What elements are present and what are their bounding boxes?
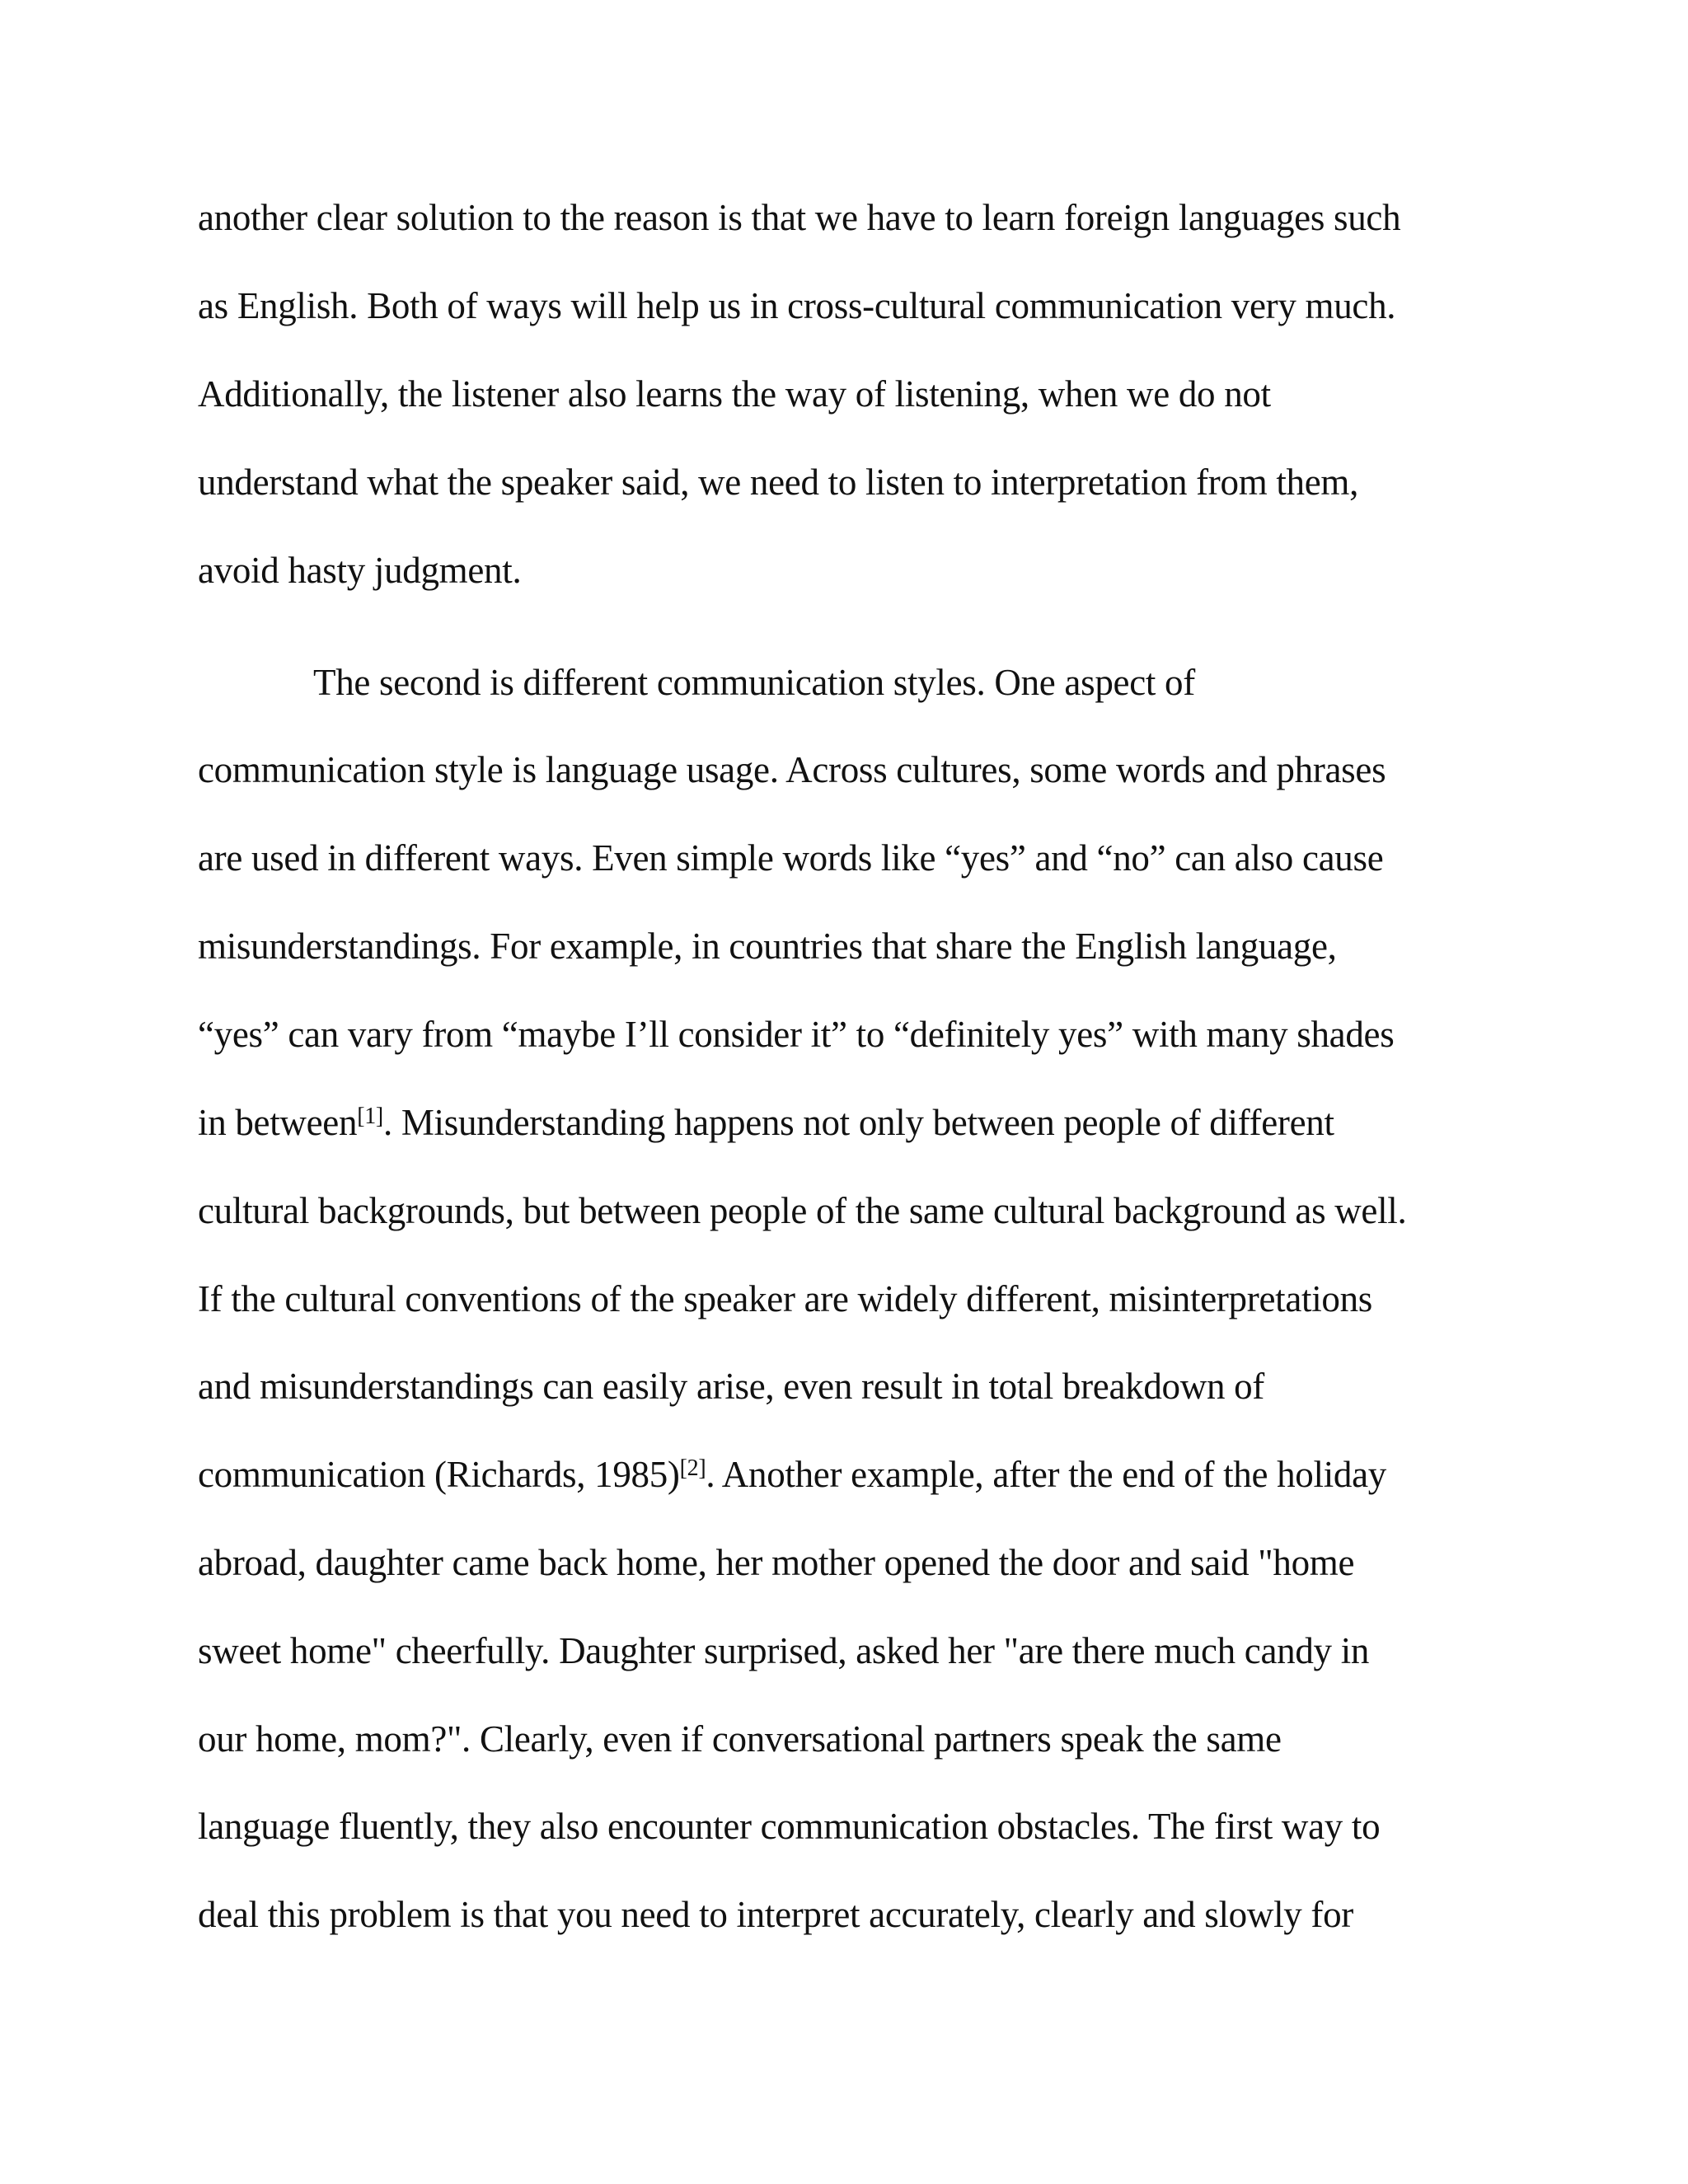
line-6-text-before: in between (198, 1102, 358, 1143)
paragraph-1-line-1: another clear solution to the reason is that we have to learn foreign languages such (198, 197, 1401, 238)
line-10-text-before: communication (Richards, 1985) (198, 1454, 680, 1495)
paragraph-2-line-4: misunderstandings. For example, in countries that share the English language, (198, 926, 1337, 967)
line-6-text-after: . Misunderstanding happens not only between people of different (382, 1102, 1334, 1143)
reference-1: [1] (357, 1104, 383, 1129)
paragraph-2-line-11: abroad, daughter came back home, her mother opened the door and said "home (198, 1542, 1355, 1583)
paragraph-2-line-5: “yes” can vary from “maybe I’ll consider it” to “definitely yes” with many shades (198, 1014, 1395, 1055)
paragraph-1-line-3: Additionally, the listener also learns the way of listening, when we do not (198, 373, 1271, 415)
paragraph-2-line-12: sweet home" cheerfully. Daughter surprised, asked her "are there much candy in (198, 1630, 1370, 1671)
paragraph-2-line-6 (198, 1104, 1334, 1141)
reference-2: [2] (679, 1455, 706, 1481)
paragraph-2-line-10 (198, 1456, 1386, 1493)
paragraph-2-line-15: deal this problem is that you need to interpret accurately, clearly and slowly for (198, 1894, 1353, 1935)
paragraph-1-line-2: as English. Both of ways will help us in cross-cultural communication very much. (198, 285, 1396, 326)
paragraph-2-line-3: are used in different ways. Even simple words like “yes” and “no” can also cause (198, 837, 1384, 879)
paragraph-1-line-4: understand what the speaker said, we need to listen to interpretation from them, (198, 462, 1359, 503)
paragraph-2-line-2: communication style is language usage. Across cultures, some words and phrases (198, 749, 1386, 790)
line-10-text-after: . Another example, after the end of the holiday (706, 1454, 1386, 1495)
paragraph-2-line-8: If the cultural conventions of the speaker are widely different, misinterpretations (198, 1278, 1373, 1319)
paragraph-2-line-9: and misunderstandings can easily arise, even result in total breakdown of (198, 1366, 1264, 1407)
paragraph-2-line-14: language fluently, they also encounter communication obstacles. The first way to (198, 1806, 1381, 1847)
paragraph-2-line-13: our home, mom?". Clearly, even if conversational partners speak the same (198, 1718, 1282, 1760)
paragraph-2-line-7: cultural backgrounds, but between people of the same cultural background as well. (198, 1190, 1407, 1231)
paragraph-2-line-1: The second is different communication styles. One aspect of (313, 662, 1195, 703)
paragraph-1-line-5: avoid hasty judgment. (198, 550, 522, 591)
